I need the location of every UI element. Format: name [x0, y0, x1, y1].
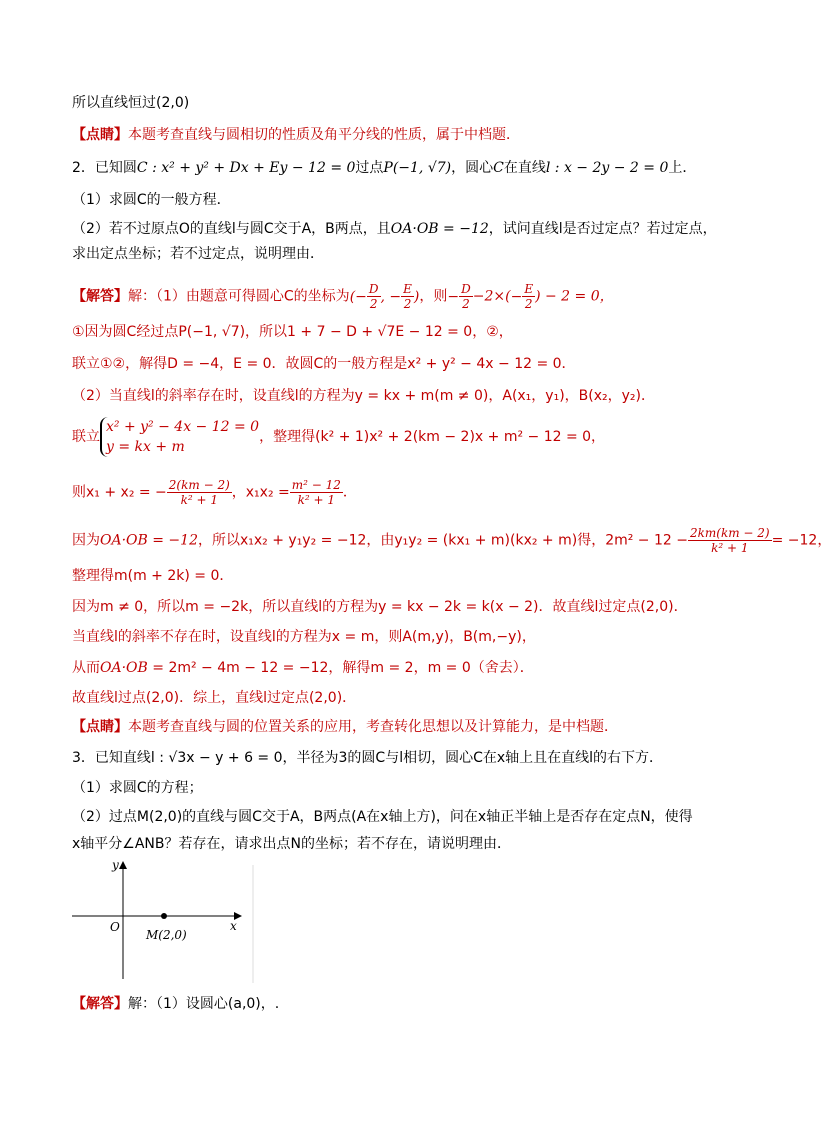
problem-part-2-cont: 求出定点坐标；若不过定点，说明理由． — [72, 246, 324, 262]
solution-tag: 【解答】 — [72, 996, 128, 1012]
solution-step: 整理得m(m + 2k) = 0． — [72, 568, 234, 584]
solution-step: 当直线l的斜率不存在时，设直线l的方程为x = m，则A(m,y)，B(m,−y)， — [72, 629, 536, 645]
problem-part-2: （2）若不过原点O的直线l与圆C交于A，B两点，且OA·OB = −12，试问直线l是否过定点？若过定点， — [72, 221, 717, 237]
y-axis-arrow — [119, 861, 127, 869]
solution-step: 联立 x² + y² − 4x − 12 = 0 y = kx + m ，整理得(k² + 1)x² + 2(km − 2)x + m² − 12 = 0， — [72, 419, 606, 455]
problem-part-2-cont: x轴平分∠ANB？若存在，请求出点N的坐标；若不存在，请说明理由． — [72, 836, 511, 852]
comment-line — [72, 717, 618, 737]
solution-step: 因为OA·OB = −12，所以x₁x₂ + y₁y₂ = −12，由y₁y₂ = (kx₁ + m)(kx₂ + m)得，2m² − 12 − $\frac{2km(km - 2)}{\text{k² + 1}}$ = −12， — [72, 526, 831, 555]
text-line: 所以直线恒过(2,0) — [72, 95, 190, 111]
solution-step: （2）当直线l的斜率存在时，设直线l的方程为y = kx + m(m ≠ 0)，A(x₁，y₁)，B(x₂，y₂)． — [72, 388, 655, 404]
problem-part-1: （1）求圆C的方程； — [72, 780, 203, 796]
solution-line: 【解答】解：（1）由题意可得圆心C的坐标为(− $\frac{D}{2}$ , − $\frac{E}{2}$ )，则− $\frac{D}{2}$ −2×(− $\frac{E}{2}$ ) − 2 = 0， — [72, 282, 614, 311]
comment-text: 本题考查直线与圆相切的性质及角平分线的性质，属于中档题． — [128, 127, 520, 143]
point-m-label: M(2,0) — [146, 928, 187, 942]
point-m — [161, 913, 167, 919]
comment-text: 本题考查直线与圆的位置关系的应用，考查转化思想以及计算能力，是中档题． — [128, 719, 618, 735]
solution-step: 从而OA·OB = 2m² − 4m − 12 = −12，解得m = 2，m = 0（舍去）． — [72, 660, 534, 676]
solution-line: 【解答】解：（1）设圆心(a,0)，. — [72, 996, 280, 1012]
origin-label: O — [110, 920, 120, 934]
solution-step: 因为m ≠ 0，所以m = −2k，所以直线l的方程为y = kx − 2k = k(x − 2)．故直线l过定点(2,0)． — [72, 599, 688, 615]
y-axis-label: y — [112, 858, 119, 872]
solution-tag: 【解答】 — [72, 288, 128, 305]
problem-statement: 3．已知直线l : √3x − y + 6 = 0，半径为3的圆C与l相切，圆心C在x轴上且在直线l的右下方． — [72, 750, 664, 766]
equation-system: x² + y² − 4x − 12 = 0 y = kx + m — [100, 417, 259, 457]
coordinate-figure — [66, 855, 256, 987]
problem-part-2: （2）过点M(2,0)的直线与圆C交于A，B两点(A在x轴上方)，问在x轴正半轴上是否存在定点N，使得 — [72, 809, 693, 825]
comment-tag: 【点睛】 — [72, 719, 128, 735]
x-axis-label: x — [230, 919, 237, 933]
solution-step: 则x₁ + x₂ = − $\frac{2(km - 2)}{\text{k² + 1}}$ ，x₁x₂ = $\frac{\text{m² − 12}}{\text{k² + 1}}$ ． — [72, 478, 357, 507]
comment-tag: 【点睛】 — [72, 127, 128, 143]
problem-statement: 2．已知圆C : x² + y² + Dx + Ey − 12 = 0过点P(−1, √7)，圆心C在直线l : x − 2y − 2 = 0上． — [72, 160, 697, 176]
solution-step: 联立①②，解得D = −4，E = 0．故圆C的一般方程是x² + y² − 4x − 12 = 0． — [72, 356, 576, 372]
problem-part-1: （1）求圆C的一般方程． — [72, 192, 231, 208]
comment-line — [72, 125, 520, 145]
solution-step: ①因为圆C经过点P(−1, √7)，所以1 + 7 − D + √7E − 12 = 0，②， — [72, 324, 513, 340]
solution-step: 故直线l过点(2,0)．综上，直线l过定点(2,0)． — [72, 690, 357, 706]
